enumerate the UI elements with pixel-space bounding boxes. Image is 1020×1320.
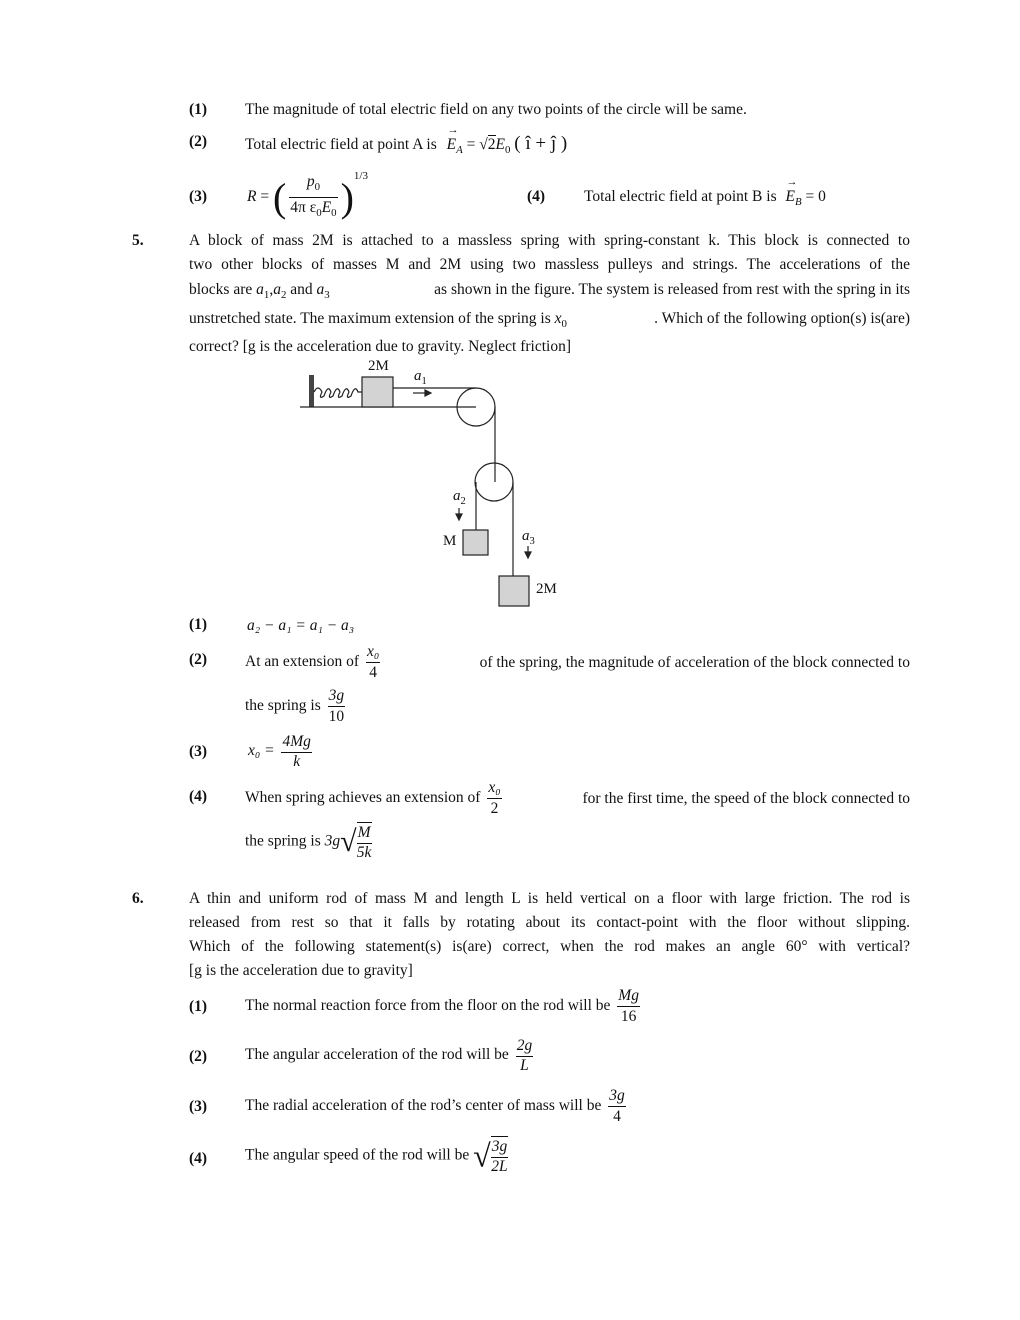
option-text-with-math	[245, 1036, 536, 1075]
question-number: 6.	[132, 890, 144, 907]
block-m	[463, 530, 488, 555]
subscript: 0	[561, 318, 567, 331]
fraction	[366, 642, 380, 683]
var: a	[414, 368, 422, 384]
option-text-line	[245, 642, 910, 683]
numerator: M	[357, 824, 371, 841]
label-a3	[522, 528, 535, 547]
option-text-line	[245, 778, 910, 819]
equals: =	[256, 188, 273, 205]
sqrt-icon: √	[340, 825, 357, 858]
text: The normal reaction force from the floor on the rod will be	[245, 997, 611, 1015]
variable: R	[247, 188, 257, 205]
option-number: (3)	[189, 188, 208, 205]
text: . Which of the following option(s) is(are)	[654, 310, 910, 327]
sqrt-icon: √	[473, 1137, 491, 1174]
denominator: 10	[328, 708, 345, 725]
denominator: 16	[620, 1008, 637, 1025]
text: The angular speed of the rod will be	[245, 1146, 470, 1164]
fraction	[617, 986, 640, 1027]
option-text: Total electric field at point A is	[245, 136, 437, 153]
denominator: 4π ε	[290, 198, 317, 216]
text-span	[245, 778, 505, 819]
numerator: 3g	[609, 1087, 625, 1104]
label-m: M	[443, 533, 457, 549]
paren-left: (	[272, 174, 287, 220]
vector-symbol: → E	[447, 136, 456, 154]
text: of the spring, the magnitude of acceleration of the block connected to	[479, 653, 910, 671]
subscript: 2	[280, 289, 287, 302]
coefficient: 3g	[324, 832, 341, 850]
question-text-line: A block of mass 2M is attached to a massless spring with spring-constant k. This block is connected to	[189, 232, 910, 249]
label-2m-top: 2M	[368, 358, 389, 374]
vector-symbol: → E	[785, 188, 794, 206]
exponent: 1/3	[353, 170, 368, 182]
option-equation	[248, 732, 315, 771]
fraction	[487, 778, 501, 819]
question-text-line: correct? [g is the acceleration due to gravity. Neglect friction]	[189, 338, 572, 355]
subscript: 0	[314, 180, 321, 193]
lhs: x₀ =	[248, 742, 275, 760]
text: When spring achieves an extension of	[245, 789, 481, 807]
subscript: 0	[331, 207, 337, 220]
subscript: 3	[529, 536, 535, 547]
text: The radial acceleration of the rod’s center of mass will be	[245, 1097, 602, 1115]
option-number: (1)	[189, 616, 208, 633]
text: as shown in the figure. The system is released from rest with the spring in its	[434, 281, 910, 298]
question-text-line: A thin and uniform rod of mass M and length L is held vertical on a floor with large friction. The rod is	[189, 890, 910, 907]
block-2m-bottom	[499, 576, 529, 606]
fraction	[281, 732, 311, 771]
numerator: 3g	[328, 687, 345, 704]
text: the spring is	[245, 697, 321, 715]
wall-icon	[309, 375, 314, 407]
pulley-diagram	[0, 0, 1020, 620]
label-2m-bottom: 2M	[536, 581, 557, 597]
numerator: x₀	[366, 643, 380, 660]
option-text-continuation	[245, 686, 348, 727]
var-a1: a	[256, 281, 264, 298]
option-equation: a₂ − a₁ = a₁ − a₃	[247, 617, 355, 634]
coefficient: E	[495, 136, 505, 153]
subscript: A	[456, 144, 463, 157]
question-number: 5.	[132, 232, 144, 249]
option-number: (2)	[189, 1048, 208, 1065]
radicand: 2	[487, 136, 496, 153]
block-2m-top	[362, 377, 393, 407]
denominator: 5k	[356, 844, 372, 861]
arrow-head	[525, 552, 531, 558]
denominator-tail: E	[321, 198, 332, 216]
pulley-movable	[475, 463, 513, 501]
equals: =	[462, 136, 480, 153]
denominator: k	[293, 753, 301, 770]
option-text: Total electric field at point B is	[584, 188, 777, 205]
var-x0: x	[554, 310, 562, 327]
text: the spring is	[245, 832, 321, 850]
subscript: 1	[421, 376, 427, 387]
denominator: 4	[369, 664, 377, 681]
var: a	[522, 528, 530, 544]
option-text-with-math	[245, 986, 643, 1027]
option-number: (4)	[189, 1150, 208, 1167]
option-text: The magnitude of total electric field on any two points of the circle will be same.	[245, 101, 747, 118]
spring-icon	[314, 388, 362, 397]
numerator: x₀	[488, 779, 501, 796]
option-number: (1)	[189, 998, 208, 1015]
numerator: 4Mg	[282, 733, 311, 750]
subscript: 0	[316, 207, 322, 220]
denominator: L	[520, 1057, 529, 1074]
fraction	[608, 1086, 626, 1127]
numerator: 3g	[491, 1138, 508, 1155]
numerator: 2g	[516, 1037, 533, 1054]
paren-right: )	[340, 174, 354, 220]
sqrt-icon: √	[479, 136, 488, 153]
text: The angular acceleration of the rod will be	[245, 1046, 509, 1064]
subscript: 0	[504, 144, 511, 157]
option-number: (2)	[189, 133, 208, 150]
text: blocks are	[189, 281, 253, 298]
fraction	[491, 1136, 509, 1176]
equals-zero: = 0	[801, 188, 826, 205]
numerator: Mg	[618, 987, 639, 1004]
option-text-continuation	[245, 822, 375, 862]
label-a1	[414, 368, 427, 387]
numerator: p	[306, 172, 315, 190]
label-a2	[453, 488, 466, 507]
unit-vectors: ( î + ĵ )	[514, 133, 568, 154]
option-number: (3)	[189, 743, 208, 760]
option-number: (3)	[189, 1098, 208, 1115]
question-text-line: Which of the following statement(s) is(are) correct, when the rod makes an angle 60° with vertical?	[189, 938, 910, 955]
option-number: (4)	[189, 788, 208, 805]
fraction	[516, 1036, 534, 1075]
denominator: 2L	[491, 1158, 508, 1175]
text: and	[290, 281, 313, 298]
var-a2: a	[273, 281, 281, 298]
question-text-line: [g is the acceleration due to gravity]	[189, 962, 413, 979]
fraction	[357, 822, 372, 862]
option-text-with-math	[245, 1086, 629, 1127]
subscript: 2	[460, 496, 466, 507]
arrow-head	[425, 390, 431, 396]
question-text-line: released from rest so that it falls by rotating about its contact-point with the floor without slipping.	[189, 914, 910, 931]
question-text-line: two other blocks of masses M and 2M using two massless pulleys and strings. The accelerations of the	[189, 256, 910, 273]
arrow-head	[456, 514, 462, 520]
text: unstretched state. The maximum extension of the spring is	[189, 310, 551, 327]
denominator: 4	[613, 1108, 621, 1125]
subscript: B	[794, 196, 802, 209]
var: a	[453, 488, 461, 504]
text: At an extension of	[245, 653, 360, 671]
text: for the first time, the speed of the block connected to	[582, 789, 910, 807]
option-number: (4)	[527, 188, 546, 205]
option-number: (1)	[189, 101, 208, 118]
var-a3: a	[316, 281, 325, 298]
text-span	[245, 642, 383, 683]
text-span: blocks are $a_1,a_2$ and $a_3$	[189, 281, 330, 302]
subscript: 3	[324, 289, 330, 302]
option-number: (2)	[189, 651, 208, 668]
option-text-with-math	[245, 1136, 511, 1176]
fraction	[328, 686, 346, 727]
subscript: 1	[263, 289, 270, 302]
denominator: 2	[490, 800, 499, 817]
